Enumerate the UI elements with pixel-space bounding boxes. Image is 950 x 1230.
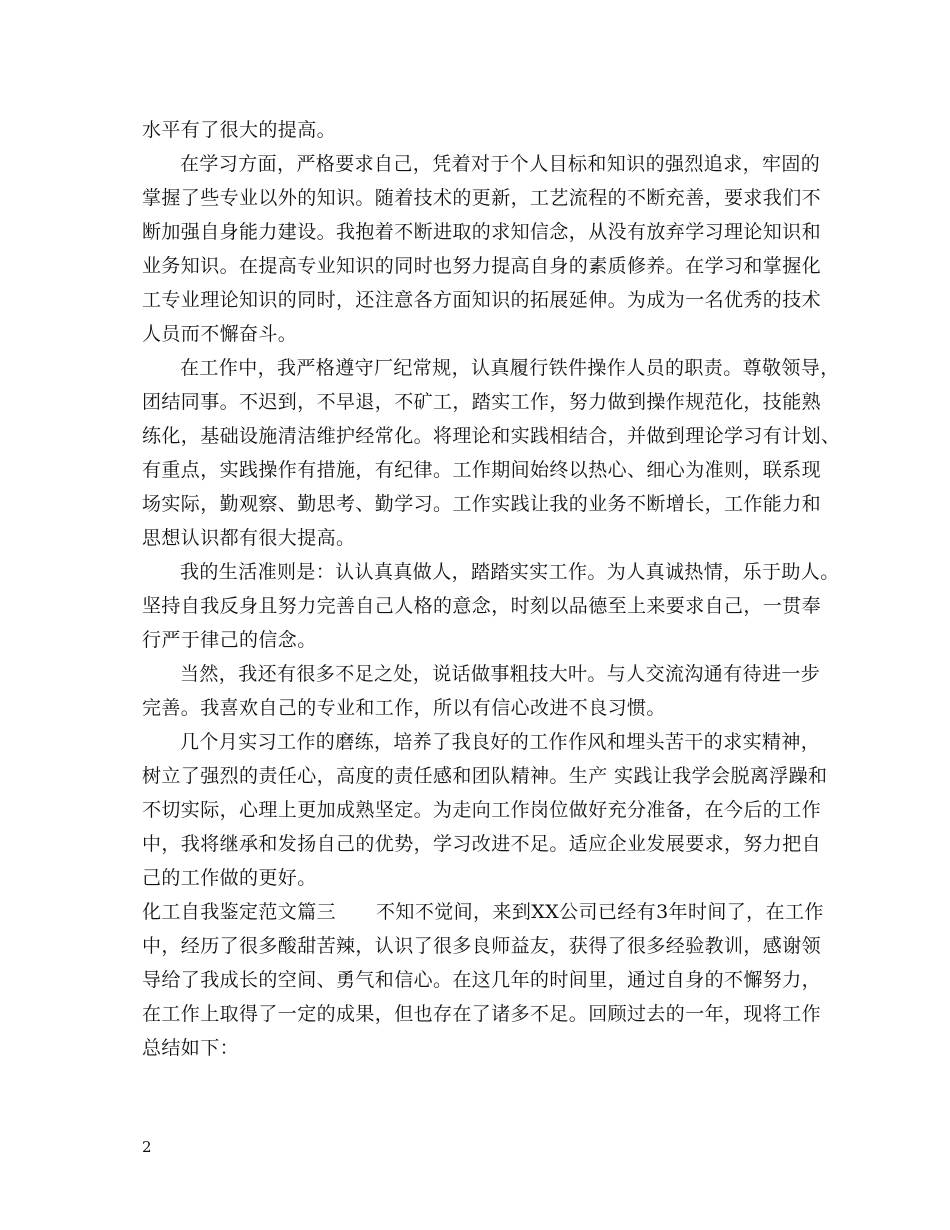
text-line: 行严于律己的信念。 <box>142 629 317 651</box>
paragraph-start-line: 在工作中，我严格遵守厂纪常规，认真履行铁件操作人员的职责。尊敬领导， <box>180 357 840 379</box>
paragraph-start-line: 在学习方面，严格要求自己，凭着对于个人目标和知识的强烈追求，牢固的 <box>180 153 821 175</box>
text-line: 坚持自我反身且努力完善自己人格的意念，时刻以品德至上来要求自己，一贯奉 <box>142 595 822 617</box>
text-line: 练化，基础设施清洁维护经常化。将理论和实践相结合，并做到理论学习有计划、 <box>142 425 841 447</box>
text-line: 总结如下： <box>142 1037 240 1059</box>
text-line: 完善。我喜欢自己的专业和工作，所以有信心改进不良习惯。 <box>142 697 666 719</box>
text-line: 导给了我成长的空间、勇气和信心。在这几年的时间里，通过自身的不懈努力， <box>142 969 822 991</box>
paragraph-start-line: 当然，我还有很多不足之处，说话做事粗技大叶。与人交流沟通有待进一步 <box>180 663 821 685</box>
text-line: 在工作上取得了一定的成果，但也存在了诸多不足。回顾过去的一年，现将工作 <box>142 1003 822 1025</box>
text-line: 人员而不懈奋斗。 <box>142 323 298 345</box>
paragraph-start-line: 几个月实习工作的磨练，培养了我良好的工作作风和埋头苦干的求实精神， <box>180 731 821 753</box>
text-line: 团结同事。不迟到，不早退，不矿工，踏实工作，努力做到操作规范化，技能熟 <box>142 391 822 413</box>
text-line: 不切实际，心理上更加成熟坚定。为走向工作岗位做好充分准备，在今后的工作 <box>142 799 822 821</box>
text-line: 水平有了很大的提高。 <box>142 119 337 141</box>
text-line: 思想认识都有很大提高。 <box>142 527 356 549</box>
text-line: 业务知识。在提高专业知识的同时也努力提高自身的素质修养。在学习和掌握化 <box>142 255 822 277</box>
text-line: 己的工作做的更好。 <box>142 867 317 889</box>
text-line: 断加强自身能力建设。我抱着不断进取的求知信念，从没有放弃学习理论知识和 <box>142 221 822 243</box>
section-heading-line <box>142 900 822 924</box>
text-line: 树立了强烈的责任心，高度的责任感和团队精神。生产 实践让我学会脱离浮躁和 <box>142 765 828 787</box>
text-line: 有重点，实践操作有措施，有纪律。工作期间始终以热心、细心为准则，联系现 <box>142 459 822 481</box>
section-title: 化工自我鉴定范文篇三 <box>142 901 337 923</box>
text-line: 场实际，勤观察、勤思考、勤学习。工作实践让我的业务不断增长，工作能力和 <box>142 493 822 515</box>
text-line: 中，我将继承和发扬自己的优势，学习改进不足。适应企业发展要求，努力把自 <box>142 833 822 855</box>
section-first-text: 不知不觉间，来到XX公司已经有3年时间了，在工作 <box>376 901 824 923</box>
text-line: 工专业理论知识的同时，还注意各方面知识的拓展延伸。为成为一名优秀的技术 <box>142 289 822 311</box>
page-number: 2 <box>142 1138 152 1156</box>
text-line: 中，经历了很多酸甜苦辣，认识了很多良师益友，获得了很多经验教训，感谢领 <box>142 935 822 957</box>
text-line: 掌握了些专业以外的知识。随着技术的更新，工艺流程的不断充善，要求我们不 <box>142 187 822 209</box>
paragraph-start-line: 我的生活准则是：认认真真做人，踏踏实实工作。为人真诚热情，乐于助人。 <box>180 561 840 583</box>
